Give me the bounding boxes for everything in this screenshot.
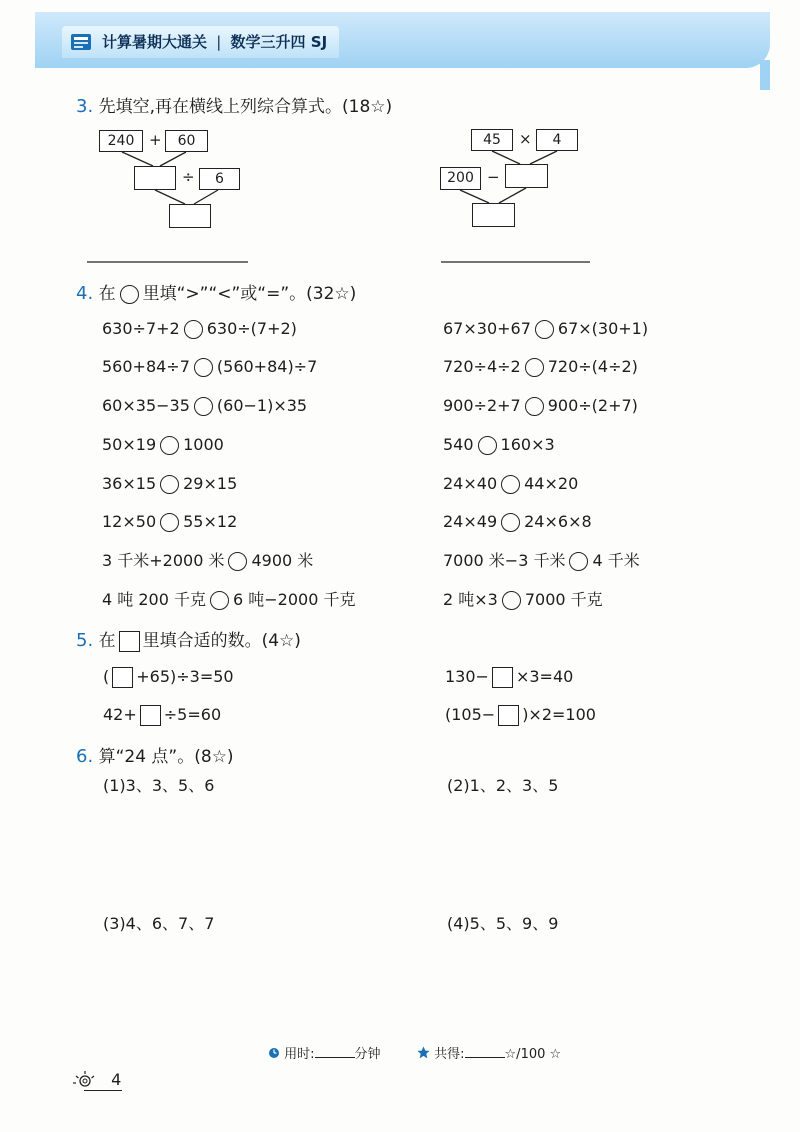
star-icon [417, 1046, 430, 1059]
q4-text-post: 里填“>”“<”或“=”。(32☆) [142, 284, 357, 304]
q3-left-answer-2[interactable] [169, 204, 211, 228]
q4-comparison [102, 395, 307, 417]
q4-comparison [102, 589, 355, 611]
q5-title [76, 626, 301, 652]
q4-right-expression: 6 吨−2000 千克 [232, 590, 356, 609]
q4-right-expression: 4 千米 [592, 551, 640, 570]
q4-right-expression: 44×20 [524, 474, 579, 493]
q6-item-1: (1)3、3、5、6 [103, 776, 215, 795]
q5-number: 5. [76, 630, 94, 651]
circle-icon [120, 285, 139, 304]
q3-right-box-c: 200 [440, 167, 481, 190]
q5-equation-b [445, 666, 573, 688]
q6-title [76, 742, 234, 767]
q4-comparison [102, 356, 317, 378]
time-label: 用时: [284, 1047, 315, 1062]
q4-answer-circle[interactable] [160, 436, 179, 455]
q4-left-expression: 67×30+67 [443, 319, 531, 338]
q6-item-3: (3)4、6、7、7 [103, 914, 215, 933]
q4-comparison [102, 550, 313, 572]
q4-left-expression: 50×19 [102, 435, 157, 454]
q5-d-answer-box[interactable] [498, 705, 519, 726]
q4-right-expression: (560+84)÷7 [216, 357, 318, 376]
q5-b-post: ×3=40 [515, 667, 574, 686]
q4-left-expression: 12×50 [102, 512, 157, 531]
q4-answer-circle[interactable] [160, 513, 179, 532]
q3-right-op2: − [487, 168, 500, 186]
q5-text-pre: 在 [98, 631, 116, 651]
q4-right-expression: 900÷(2+7) [547, 396, 638, 415]
q4-right-expression: 55×12 [183, 512, 238, 531]
q4-text-pre: 在 [98, 284, 116, 304]
q5-c-answer-box[interactable] [140, 705, 161, 726]
score-suffix: ☆/100 ☆ [504, 1047, 562, 1062]
time-unit: 分钟 [354, 1047, 381, 1062]
q4-answer-circle[interactable] [478, 436, 497, 455]
page-number: 4 [111, 1070, 122, 1089]
q3-right-answer-2[interactable] [472, 203, 515, 227]
q5-c-post: ÷5=60 [163, 705, 222, 724]
q4-left-expression: 36×15 [102, 474, 157, 493]
q5-d-post: )×2=100 [522, 705, 596, 724]
q5-d-pre: (105− [445, 705, 496, 724]
q4-right-expression: 160×3 [500, 435, 555, 454]
q5-a-answer-box[interactable] [112, 667, 133, 688]
q4-left-expression: 560+84÷7 [102, 357, 190, 376]
q4-left-expression: 24×40 [443, 474, 498, 493]
q4-title [76, 279, 356, 304]
q4-right-expression: (60−1)×35 [216, 396, 308, 415]
score-total [417, 1043, 561, 1062]
q4-answer-circle[interactable] [502, 591, 521, 610]
q4-left-expression: 2 吨×3 [443, 590, 498, 609]
clock-icon [268, 1047, 280, 1059]
q3-number: 3. [76, 96, 94, 117]
page-number-area [72, 1070, 121, 1089]
q4-answer-circle[interactable] [228, 552, 247, 571]
q4-left-expression: 720÷4÷2 [443, 357, 521, 376]
q4-left-expression: 900÷2+7 [443, 396, 521, 415]
q4-answer-circle[interactable] [194, 358, 213, 377]
q5-c-pre: 42+ [103, 705, 137, 724]
q3-left-answer-1[interactable] [134, 166, 176, 190]
book-subtitle: 数学三升四 SJ [230, 33, 328, 51]
q4-comparison [443, 356, 638, 378]
sun-icon [72, 1070, 98, 1088]
q4-right-expression: 29×15 [183, 474, 238, 493]
q3-left-op2: ÷ [182, 168, 195, 186]
q5-b-answer-box[interactable] [492, 667, 513, 688]
time-blank[interactable] [315, 1045, 355, 1058]
q3-right-box-b: 4 [536, 129, 578, 151]
q6-item-2: (2)1、2、3、5 [447, 776, 559, 795]
q5-b-pre: 130− [445, 667, 489, 686]
q4-answer-circle[interactable] [569, 552, 588, 571]
q4-answer-circle[interactable] [525, 358, 544, 377]
q4-comparison [443, 511, 592, 533]
q4-right-expression: 720÷(4÷2) [547, 357, 638, 376]
q5-equation-c [103, 704, 221, 726]
q6-number: 6. [76, 746, 94, 767]
book-title: 计算暑期大通关 [102, 33, 208, 51]
q4-comparison [443, 473, 578, 495]
q6-item-4: (4)5、5、9、9 [447, 914, 559, 933]
q4-answer-circle[interactable] [194, 397, 213, 416]
time-spent [268, 1043, 381, 1062]
q4-answer-circle[interactable] [210, 591, 229, 610]
q4-comparison [443, 395, 638, 417]
square-icon [119, 631, 140, 652]
q4-right-expression: 1000 [183, 435, 224, 454]
q4-answer-circle[interactable] [525, 397, 544, 416]
q5-text-post: 里填合适的数。(4☆) [142, 631, 301, 651]
page-number-underline [84, 1090, 122, 1091]
q6-text: 算“24 点”。(8☆) [98, 747, 234, 767]
q4-comparison [443, 550, 640, 572]
q4-answer-circle[interactable] [160, 475, 179, 494]
q4-comparison [102, 511, 237, 533]
q5-a-pre: ( [103, 667, 110, 686]
q4-answer-circle[interactable] [535, 320, 554, 339]
q3-right-box-a: 45 [471, 129, 513, 151]
q4-comparison [443, 589, 603, 611]
q5-equation-d [445, 704, 596, 726]
q4-comparison [443, 434, 555, 456]
q4-comparison [102, 318, 297, 340]
q3-text: 先填空,再在横线上列综合算式。(18☆) [98, 97, 393, 117]
score-blank[interactable] [465, 1045, 505, 1058]
q5-a-post: +65)÷3=50 [136, 667, 234, 686]
q4-left-expression: 630÷7+2 [102, 319, 180, 338]
q4-right-expression: 630÷(7+2) [206, 319, 297, 338]
q3-right-op1: × [519, 130, 532, 148]
q4-answer-circle[interactable] [501, 475, 520, 494]
q4-comparison [102, 473, 237, 495]
title-separator: | [216, 33, 222, 51]
q3-left-box-c: 6 [199, 168, 240, 190]
q4-left-expression: 7000 米−3 千米 [443, 551, 566, 570]
q4-right-expression: 24×6×8 [524, 512, 592, 531]
q4-comparison [443, 318, 648, 340]
q4-left-expression: 60×35−35 [102, 396, 190, 415]
q3-right-answer-1[interactable] [505, 164, 548, 188]
q3-left-box-a: 240 [99, 130, 143, 152]
q4-answer-circle[interactable] [501, 513, 520, 532]
q4-left-expression: 540 [443, 435, 474, 454]
q4-left-expression: 24×49 [443, 512, 498, 531]
q4-right-expression: 4900 米 [251, 551, 314, 570]
q4-comparison [102, 434, 224, 456]
q4-right-expression: 7000 千克 [524, 590, 603, 609]
q5-equation-a [103, 666, 234, 688]
q4-right-expression: 67×(30+1) [557, 319, 649, 338]
q4-number: 4. [76, 283, 94, 304]
q4-left-expression: 4 吨 200 千克 [102, 590, 206, 609]
score-label: 共得: [434, 1047, 465, 1062]
q4-left-expression: 3 千米+2000 米 [102, 551, 225, 570]
q3-left-op1: + [149, 131, 162, 149]
q4-answer-circle[interactable] [184, 320, 203, 339]
q3-left-box-b: 60 [165, 130, 208, 152]
